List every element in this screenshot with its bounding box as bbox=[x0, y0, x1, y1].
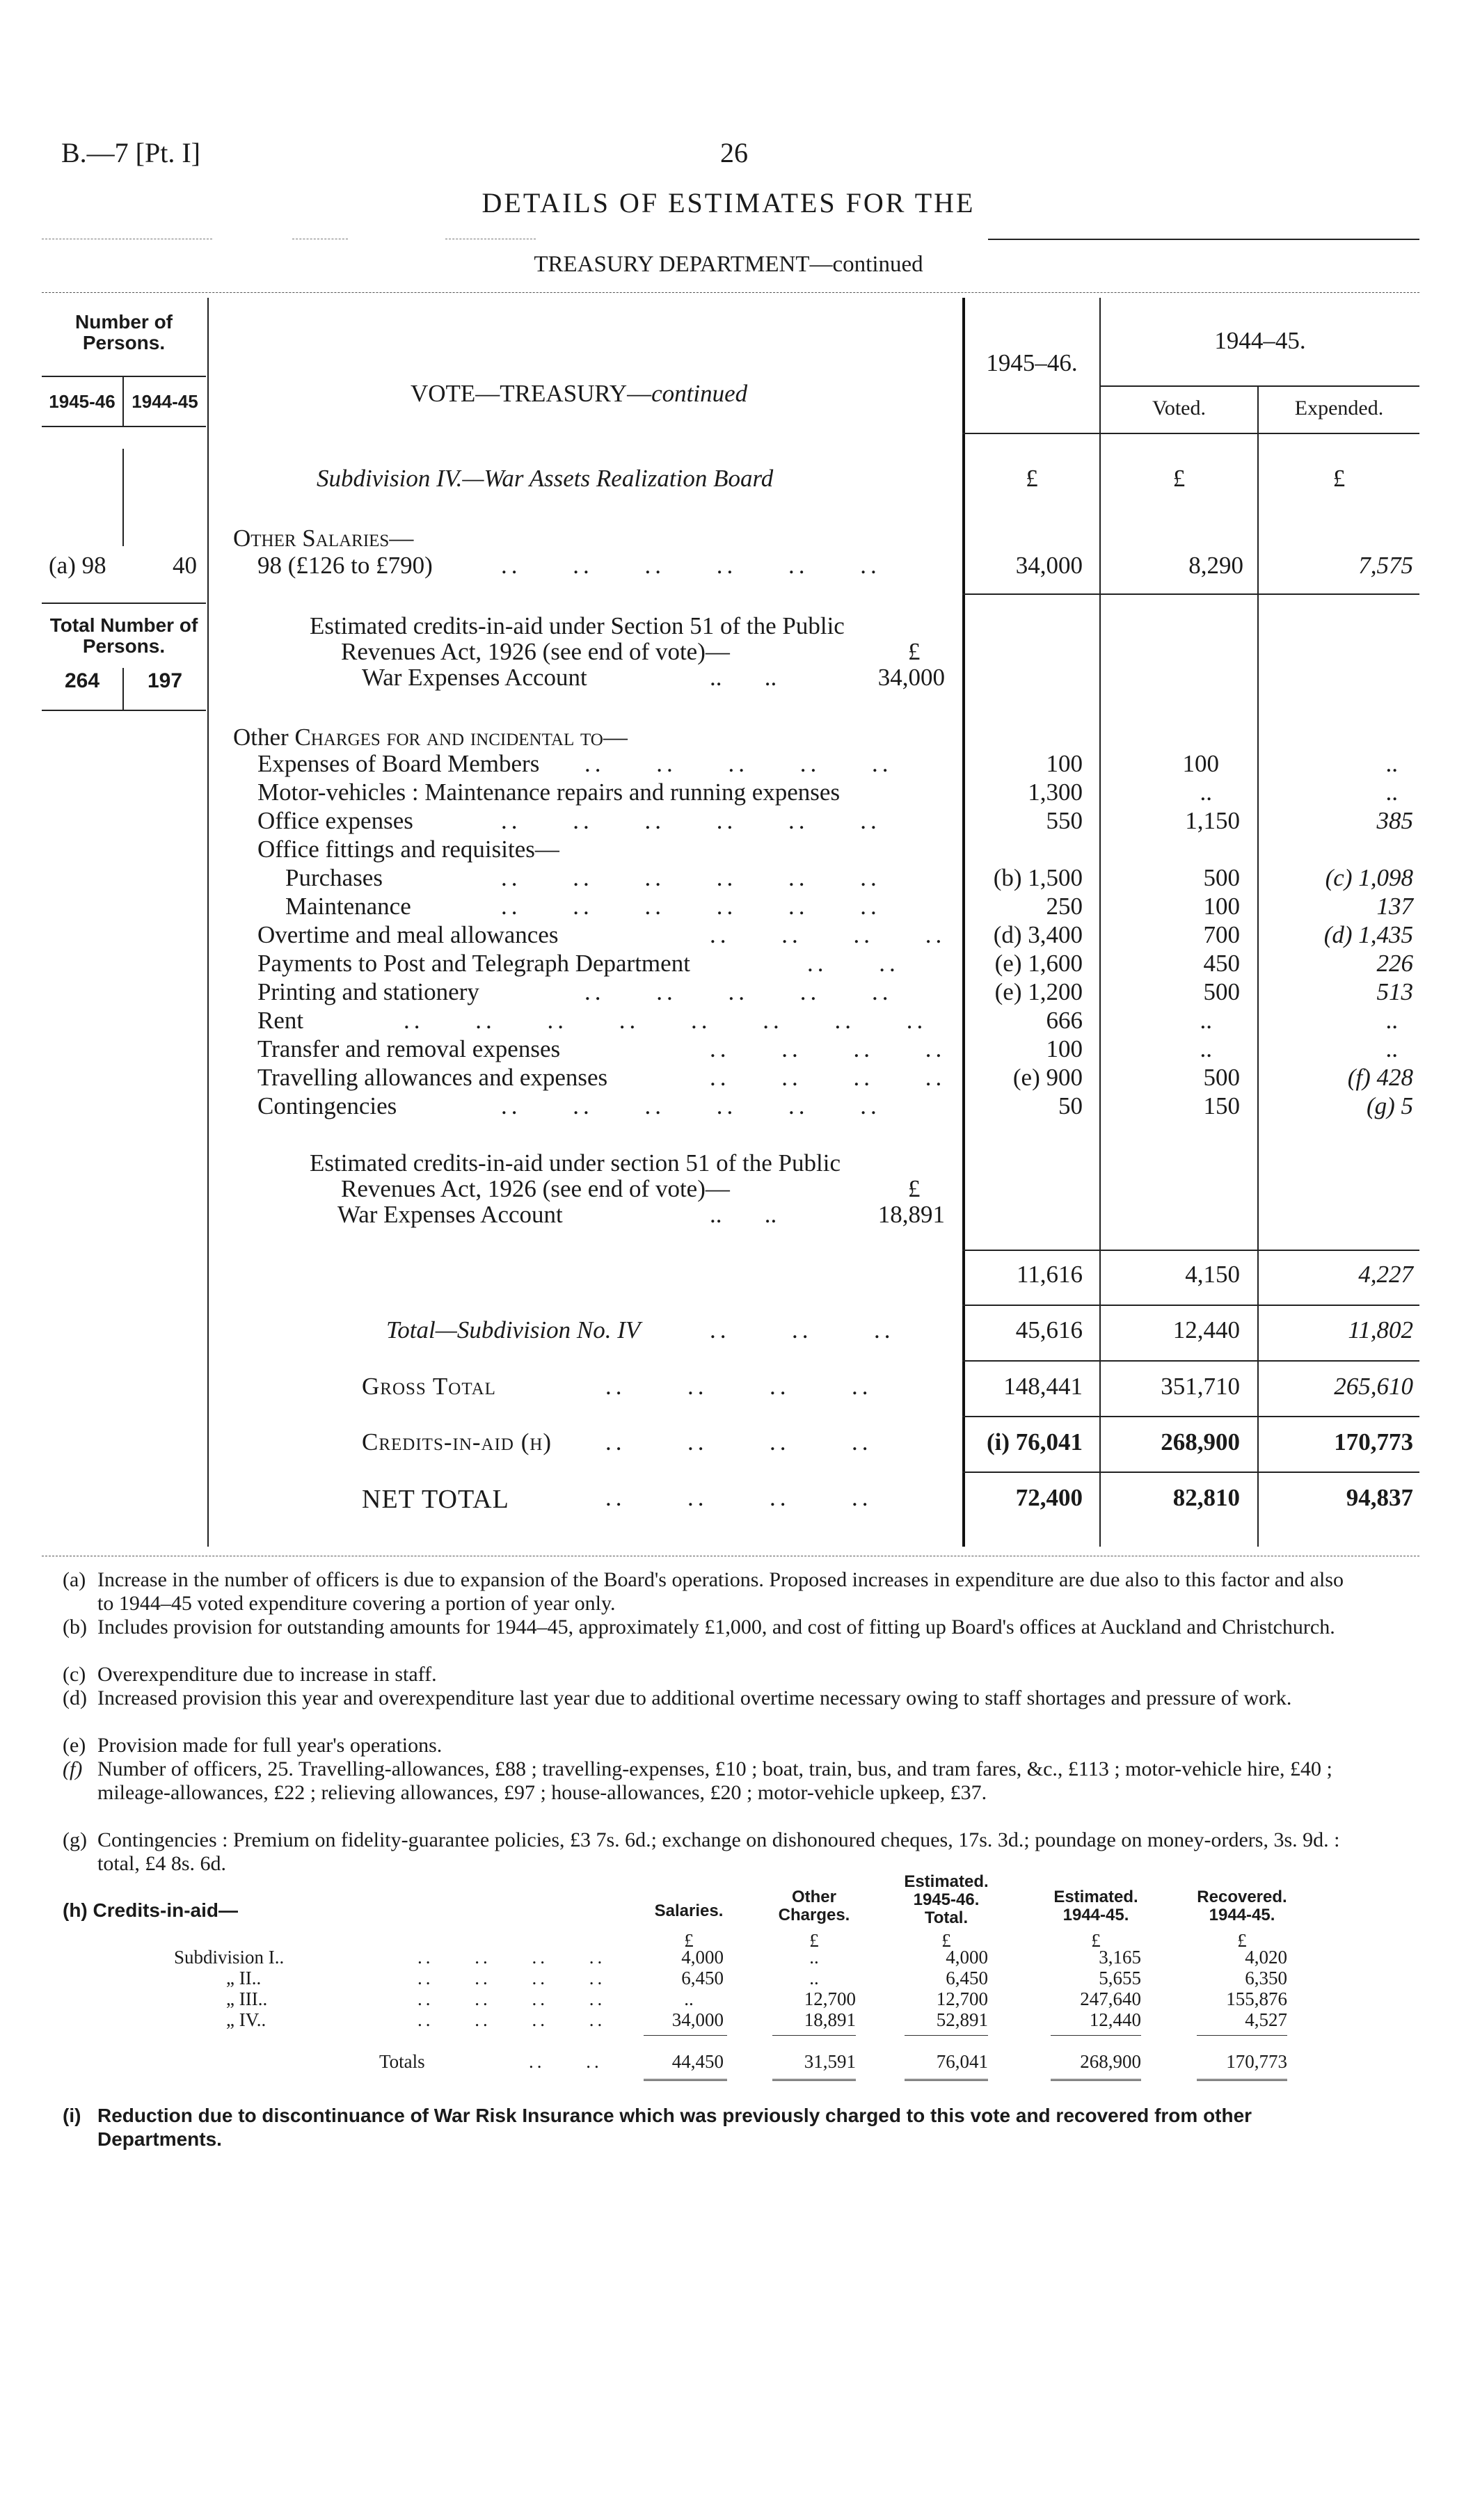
charge-est: 50 bbox=[1058, 1092, 1083, 1119]
footnote bbox=[63, 1734, 1364, 1757]
charge-est: (e) 1,600 bbox=[994, 950, 1083, 977]
cell-salaries: .. bbox=[684, 1988, 694, 2009]
page-ref: B.—7 [Pt. I] bbox=[61, 137, 200, 168]
pound-sign: £ bbox=[1237, 1930, 1247, 1951]
totals-salaries: 44,450 bbox=[671, 2051, 724, 2072]
charge-expended: 137 bbox=[1376, 893, 1413, 920]
persons-1945: (a) 98 bbox=[49, 552, 106, 579]
charge-est: (e) 900 bbox=[1012, 1064, 1083, 1091]
charge-voted: 500 bbox=[1203, 864, 1240, 891]
totals-est: 76,041 bbox=[936, 2051, 988, 2072]
charge-voted: 450 bbox=[1203, 950, 1240, 977]
totals-label: Totals bbox=[379, 2051, 425, 2072]
cell-other: .. bbox=[809, 1968, 819, 1988]
total-persons-label: Total Number of Persons. bbox=[49, 614, 198, 657]
charge-est: 100 bbox=[1046, 1035, 1083, 1062]
footnote-text: Number of officers, 25. Travelling-allowances, £88 ; travelling-expenses, £10 ; boat, train, bus, and tram fares, &c., £113 ; motor-vehicle hire, £40 ; mileage-allowances, £22 ; relieving allowances, £97 ; house-allowances, £20 ; motor-vehicle upkeep, £37. bbox=[97, 1757, 1332, 1804]
charge-expended: .. bbox=[1385, 750, 1398, 777]
charge-voted: 100 bbox=[1203, 893, 1240, 920]
charge-expended: 226 bbox=[1376, 950, 1413, 977]
charge-est: 250 bbox=[1046, 893, 1083, 920]
page-number: 26 bbox=[720, 137, 748, 168]
leader-dots: .. .. .. .. bbox=[417, 1968, 606, 1988]
charge-label: Rent bbox=[257, 1007, 304, 1034]
charge-label: Printing and stationery bbox=[257, 978, 479, 1005]
page-title: DETAILS OF ESTIMATES FOR THE bbox=[481, 187, 976, 218]
col-1945-persons: 1945-46 bbox=[49, 391, 116, 412]
col-other-charges: Other Charges. bbox=[778, 1888, 850, 1924]
charge-expended: 385 bbox=[1376, 807, 1413, 834]
number-of-persons-heading: Number of Persons. bbox=[75, 311, 173, 353]
persons-1944: 40 bbox=[173, 552, 197, 579]
charge-expended: 513 bbox=[1376, 978, 1413, 1005]
col-salaries: Salaries. bbox=[654, 1901, 724, 1920]
cell-est-1944: 3,165 bbox=[1099, 1947, 1141, 1968]
charge-label: Payments to Post and Telegraph Department bbox=[257, 950, 690, 977]
leader-dots: .. .. .. .. bbox=[417, 1988, 606, 2009]
total-persons-1945: 264 bbox=[64, 669, 100, 692]
cell-est-total: 12,700 bbox=[936, 1988, 988, 2009]
page-subtitle: TREASURY DEPARTMENT—continued bbox=[534, 252, 923, 277]
charge-expended: .. bbox=[1385, 1035, 1398, 1062]
cell-other: .. bbox=[809, 1947, 819, 1968]
footnote-label: (e) bbox=[63, 1734, 86, 1757]
footnote-label: (d) bbox=[63, 1686, 87, 1709]
credits-amount: 18,891 bbox=[877, 1201, 945, 1228]
charge-label: Motor-vehicles : Maintenance repairs and running expenses bbox=[257, 779, 841, 806]
pound-sign: £ bbox=[908, 638, 921, 665]
net-total-voted: 82,810 bbox=[1172, 1484, 1240, 1511]
charges-total-voted: 4,150 bbox=[1185, 1261, 1240, 1288]
table-row-label: „ II.. bbox=[226, 1968, 262, 1988]
footnote-label: (b) bbox=[63, 1616, 87, 1638]
year-1944-heading: 1944–45. bbox=[1214, 327, 1306, 354]
cell-other: 12,700 bbox=[804, 1988, 856, 2009]
pound-sign: £ bbox=[941, 1930, 951, 1951]
gross-total-est: 148,441 bbox=[1003, 1373, 1083, 1400]
charge-expended: (d) 1,435 bbox=[1323, 921, 1413, 948]
charge-label: Office fittings and requisites— bbox=[257, 836, 559, 863]
subdivision-total-expended: 11,802 bbox=[1348, 1316, 1413, 1343]
subdivision-total-label: Total—Subdivision No. IV bbox=[386, 1316, 641, 1343]
charge-label: Purchases bbox=[285, 864, 383, 891]
cell-est-total: 4,000 bbox=[946, 1947, 988, 1968]
footnote bbox=[63, 1757, 1364, 1805]
footnote-label: (a) bbox=[63, 1568, 86, 1591]
charge-voted: 150 bbox=[1203, 1092, 1240, 1119]
footnote-label: (i) bbox=[63, 2105, 81, 2126]
subdivision-total-est: 45,616 bbox=[1015, 1316, 1083, 1343]
credits-line: Revenues Act, 1926 (see end of vote)— bbox=[341, 638, 730, 665]
salaries-expended: 7,575 bbox=[1358, 552, 1413, 579]
charges-total-est: 11,616 bbox=[1017, 1261, 1083, 1288]
totals-recovered: 170,773 bbox=[1226, 2051, 1287, 2072]
total-persons-1944: 197 bbox=[147, 669, 183, 692]
credits-in-aid-est: (i) 76,041 bbox=[986, 1428, 1083, 1456]
charge-voted: .. bbox=[1200, 1007, 1212, 1034]
net-total-est: 72,400 bbox=[1015, 1484, 1083, 1511]
footnote-text: Overexpenditure due to increase in staff. bbox=[97, 1663, 437, 1686]
cell-recovered: 6,350 bbox=[1245, 1968, 1287, 1988]
footnote-text: Reduction due to discontinuance of War Risk Insurance which was previously charged to this vote and recovered from other Departments. bbox=[97, 2105, 1252, 2150]
subdivision-title: Subdivision IV.—War Assets Realization Board bbox=[317, 465, 774, 492]
charge-est: (d) 3,400 bbox=[993, 921, 1083, 948]
charge-est: 1,300 bbox=[1028, 779, 1083, 806]
table-row-label: „ IV.. bbox=[226, 2009, 266, 2030]
net-total-expended: 94,837 bbox=[1346, 1484, 1413, 1511]
leader-dots: .. .. .. bbox=[710, 1316, 895, 1343]
leader-dots: .. .. bbox=[710, 664, 777, 691]
pound-sign: £ bbox=[684, 1930, 694, 1951]
col-1944-persons: 1944-45 bbox=[132, 391, 198, 412]
gross-total-label: Gross Total bbox=[362, 1373, 496, 1400]
footnote bbox=[63, 1663, 1364, 1686]
credits-table-heading: (h) Credits-in-aid— bbox=[63, 1899, 238, 1921]
cell-est-1944: 5,655 bbox=[1099, 1968, 1141, 1988]
charge-label: Travelling allowances and expenses bbox=[257, 1064, 608, 1091]
leader-dots: .. .. .. .. bbox=[417, 1947, 606, 1968]
cell-recovered: 155,876 bbox=[1226, 1988, 1287, 2009]
leader-dots: .. .. .. .. bbox=[417, 2009, 606, 2030]
cell-est-1944: 12,440 bbox=[1089, 2009, 1141, 2030]
leader-dots: .. .. bbox=[529, 2051, 603, 2072]
gross-total-expended: 265,610 bbox=[1334, 1373, 1413, 1400]
year-1945-heading: 1945–46. bbox=[986, 349, 1078, 376]
charge-expended: (f) 428 bbox=[1347, 1064, 1413, 1091]
leader-dots: .. .. bbox=[710, 1201, 777, 1228]
footnote-text: Includes provision for outstanding amounts for 1944–45, approximately £1,000, and cost of fitting up Board's offices at Auckland and Christchurch. bbox=[97, 1616, 1335, 1638]
footnote bbox=[63, 1616, 1364, 1639]
charge-est: 666 bbox=[1046, 1007, 1083, 1034]
charges-total-expended: 4,227 bbox=[1358, 1261, 1413, 1288]
gross-total-voted: 351,710 bbox=[1161, 1373, 1240, 1400]
expended-heading: Expended. bbox=[1294, 397, 1384, 420]
footnote bbox=[63, 1686, 1364, 1710]
col-estimated-1945: Estimated. 1945-46. Total. bbox=[904, 1872, 989, 1927]
leader-dots: .. .. .. .. bbox=[605, 1484, 873, 1511]
charge-voted: 700 bbox=[1203, 921, 1240, 948]
charge-label: Expenses of Board Members bbox=[257, 750, 540, 777]
footnote-text: Contingencies : Premium on fidelity-guarantee policies, £3 7s. 6d.; exchange on dishonoured cheques, 17s. 3d.; poundage on money-orders, 3s. 9d. : total, £4 8s. 6d. bbox=[97, 1828, 1340, 1875]
pound-sign: £ bbox=[1026, 465, 1038, 492]
pound-sign: £ bbox=[908, 1175, 921, 1202]
other-salaries-heading: Other Salaries— bbox=[233, 525, 414, 552]
charge-expended: (c) 1,098 bbox=[1325, 864, 1413, 891]
credits-line: Estimated credits-in-aid under Section 51 of the Public bbox=[310, 612, 845, 639]
charge-expended: (g) 5 bbox=[1366, 1092, 1413, 1119]
col-estimated-1944: Estimated. 1944-45. bbox=[1053, 1888, 1138, 1924]
footnote-text: Increased provision this year and overexpenditure last year due to additional overtime necessary owing to staff shortages and pressure of work. bbox=[97, 1686, 1292, 1709]
other-charges-heading: Other Charges for and incidental to— bbox=[233, 724, 628, 751]
credits-line: Estimated credits-in-aid under section 51 of the Public bbox=[310, 1149, 841, 1177]
cell-salaries: 6,450 bbox=[681, 1968, 724, 1988]
credits-line: War Expenses Account bbox=[362, 664, 587, 691]
cell-est-total: 6,450 bbox=[946, 1968, 988, 1988]
charge-est: (b) 1,500 bbox=[993, 864, 1083, 891]
charge-expended: .. bbox=[1385, 779, 1398, 806]
cell-other: 18,891 bbox=[804, 2009, 856, 2030]
salaries-voted: 8,290 bbox=[1188, 552, 1243, 579]
pound-sign: £ bbox=[1332, 465, 1346, 492]
footnote bbox=[63, 1828, 1364, 1876]
leader-dots: .. .. .. .. .. .. bbox=[501, 552, 881, 579]
footnote-label: (f) bbox=[63, 1757, 83, 1780]
cell-salaries: 4,000 bbox=[681, 1947, 724, 1968]
credits-line: Revenues Act, 1926 (see end of vote)— bbox=[341, 1175, 730, 1202]
charge-voted: .. bbox=[1200, 779, 1212, 806]
charge-label: Contingencies bbox=[257, 1092, 397, 1119]
cell-est-1944: 247,640 bbox=[1080, 1988, 1141, 2009]
cell-recovered: 4,020 bbox=[1245, 1947, 1287, 1968]
table-row-label: „ III.. bbox=[226, 1988, 268, 2009]
leader-dots: .. .. .. .. bbox=[605, 1428, 873, 1456]
charge-est: 100 bbox=[1046, 750, 1083, 777]
footnote-label: (c) bbox=[63, 1663, 86, 1686]
charge-voted: 100 bbox=[1182, 750, 1219, 777]
charge-label: Office expenses bbox=[257, 807, 413, 834]
charge-voted: 1,150 bbox=[1185, 807, 1240, 834]
footnote-text: Provision made for full year's operations. bbox=[97, 1734, 443, 1757]
charge-voted: 500 bbox=[1203, 978, 1240, 1005]
table-row-label: Subdivision I.. bbox=[174, 1947, 285, 1968]
credits-line: War Expenses Account bbox=[337, 1201, 563, 1228]
totals-other: 31,591 bbox=[804, 2051, 856, 2072]
subdivision-total-voted: 12,440 bbox=[1172, 1316, 1240, 1343]
other-salaries-label: 98 (£126 to £790) bbox=[257, 552, 433, 579]
cell-recovered: 4,527 bbox=[1245, 2009, 1287, 2030]
pound-sign: £ bbox=[809, 1930, 819, 1951]
vote-heading: VOTE—TREASURY—continued bbox=[411, 380, 748, 407]
voted-heading: Voted. bbox=[1152, 397, 1206, 420]
charge-expended: .. bbox=[1385, 1007, 1398, 1034]
col-recovered-1944: Recovered. 1944-45. bbox=[1197, 1888, 1287, 1924]
totals-est-1944: 268,900 bbox=[1080, 2051, 1141, 2072]
leader-dots: .. .. .. .. bbox=[605, 1373, 873, 1400]
charge-voted: 500 bbox=[1203, 1064, 1240, 1091]
charge-label: Overtime and meal allowances bbox=[257, 921, 559, 948]
cell-salaries: 34,000 bbox=[671, 2009, 724, 2030]
footnote-label: (g) bbox=[63, 1828, 87, 1851]
credits-in-aid-label: Credits-in-aid (h) bbox=[362, 1428, 552, 1456]
credits-in-aid-voted: 268,900 bbox=[1161, 1428, 1240, 1456]
credits-amount: 34,000 bbox=[877, 664, 945, 691]
footnote-text: Increase in the number of officers is due to expansion of the Board's operations. Proposed increases in expenditure are due also to this factor and also to 1944–45 voted expenditure covering a portion of year only. bbox=[97, 1568, 1344, 1615]
charge-label: Maintenance bbox=[285, 893, 411, 920]
charge-voted: .. bbox=[1200, 1035, 1212, 1062]
footnote bbox=[63, 1568, 1364, 1616]
cell-est-total: 52,891 bbox=[936, 2009, 988, 2030]
pound-sign: £ bbox=[1172, 465, 1186, 492]
charge-est: 550 bbox=[1046, 807, 1083, 834]
net-total-label: NET TOTAL bbox=[362, 1485, 509, 1514]
salaries-est: 34,000 bbox=[1015, 552, 1083, 579]
charge-label: Transfer and removal expenses bbox=[257, 1035, 561, 1062]
footnote-i bbox=[63, 2104, 1364, 2151]
credits-in-aid-expended: 170,773 bbox=[1334, 1428, 1413, 1456]
charge-est: (e) 1,200 bbox=[994, 978, 1083, 1005]
pound-sign: £ bbox=[1091, 1930, 1101, 1951]
